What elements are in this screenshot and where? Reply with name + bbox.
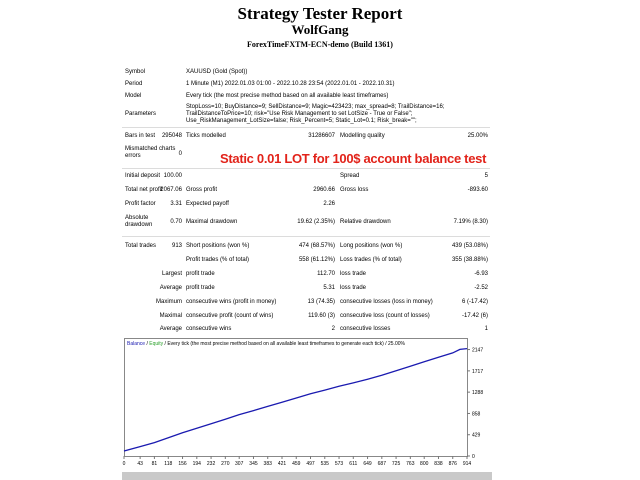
ticks-label: Ticks modelled [186,133,226,139]
balance-chart [124,338,492,470]
x-tick-label: 763 [406,461,415,467]
symbol-label: Symbol [125,69,146,75]
x-tick-label: 914 [462,461,472,467]
max-consecutive-wins-value: 13 (74.35) [307,299,335,305]
relative-drawdown-value: 7.19% (8.30) [453,219,488,225]
expected-payoff-label: Expected payoff [186,201,229,207]
loss-trades-label: Loss trades (% of total) [340,257,402,263]
x-axis-ticks [123,456,472,467]
long-positions-label: Long positions (won %) [340,243,403,249]
largest-label: Largest [161,271,182,277]
max-consecutive-losses-label: consecutive losses (loss in money) [340,299,433,305]
symbol-value: XAUUSD (Gold (Spot)) [186,69,248,75]
short-positions-value: 474 (68.57%) [298,243,335,249]
gross-profit-label: Gross profit [186,187,218,193]
max-consecutive-wins-label: consecutive wins (profit in money) [186,299,277,305]
test-note-annotation: Static 0.01 LOT for 100$ account balance test [220,151,487,166]
x-tick-label: 0 [122,461,126,467]
maximal-consecutive-loss-label: consecutive loss (count of losses) [340,313,430,319]
y-tick-label: 1717 [472,368,484,375]
x-tick-label: 81 [151,461,158,467]
parameters-label: Parameters [125,111,157,117]
largest-profit-value: 112.70 [317,271,335,277]
maximal-drawdown-value: 19.62 (2.35%) [297,219,335,225]
x-tick-label: 459 [292,461,301,467]
x-tick-label: 497 [306,461,315,467]
x-tick-label: 118 [164,461,173,467]
parameters-value: StopLoss=10; BuyDistance=9; SellDistance=9; Magic=423423; max_spread=8; TrailDistance=16; TrailDistanceToPrice=10; risk="Use Risk Management to set LotSize - True or False"; Use_RiskManagement_LotSize=false; Risk_Percent=5; Static_Lot=0.1; Risk_break=""; [186,104,445,124]
model-label: Model [125,93,142,99]
x-tick-label: 43 [137,461,143,467]
mismatch-label: Mismatched charts errors [125,146,176,159]
average-profit-value: 5.31 [323,285,335,291]
net-profit-value: 2067.06 [160,187,182,193]
largest-loss-value: -6.93 [474,271,488,277]
table-header-strip [122,472,492,480]
absolute-drawdown-label: Absolute drawdown [125,215,153,228]
spread-label: Spread [340,173,360,179]
y-tick-label: 0 [472,454,475,460]
average-consecutive-wins-label: consecutive wins [186,326,232,332]
server-build: ForexTimeFXTM-ECN-demo (Build 1361) [247,40,393,49]
x-tick-label: 535 [320,461,329,467]
profit-factor-value: 3.31 [170,201,182,207]
legend-model: Every tick (the most precise method based on all available least timeframes to generate each tick) [167,341,384,347]
gross-profit-value: 2960.66 [313,187,335,193]
gross-loss-value: -893.60 [467,187,488,193]
max-consecutive-losses-value: 6 (-17.42) [461,299,488,305]
mismatch-value: 0 [178,151,182,157]
expected-payoff-value: 2.26 [323,201,335,207]
x-tick-label: 687 [377,461,386,467]
short-positions-label: Short positions (won %) [186,243,250,249]
expert-name: WolfGang [291,22,349,37]
bars-value: 295048 [161,133,182,139]
period-label: Period [125,81,143,87]
chart-legend: Balance / Equity / Every tick (the most precise method based on all available least timeframes to generate each tick) / 25.00% [127,341,405,347]
x-tick-label: 421 [277,461,287,467]
loss-trades-value: 355 (38.88%) [451,257,488,263]
model-value: Every tick (the most precise method based on all available least timeframes) [186,93,389,99]
maximal-consecutive-loss-value: -17.42 (6) [461,313,488,319]
x-tick-label: 649 [363,461,372,467]
maximal-consecutive-profit-value: 119.60 (3) [308,313,335,319]
total-trades-label: Total trades [125,243,157,249]
x-tick-label: 725 [391,461,401,467]
average-consecutive-label: Average [159,326,182,332]
average-consecutive-losses-value: 1 [484,326,488,332]
x-tick-label: 307 [235,461,244,467]
y-tick-label: 2147 [472,347,484,354]
average-consecutive-losses-label: consecutive losses [340,326,391,332]
average-label: Average [159,285,182,291]
y-tick-label: 429 [472,432,481,439]
total-trades-value: 913 [171,243,182,249]
x-tick-label: 876 [448,461,457,467]
profit-factor-label: Profit factor [125,201,156,207]
legend-balance: Balance [127,341,146,347]
maximal-consecutive-profit-label: consecutive profit (count of wins) [186,313,274,319]
x-tick-label: 156 [178,461,187,467]
maximum-label: Maximum [155,299,182,305]
average-loss-value: -2.52 [474,285,488,291]
average-loss-label: loss trade [340,285,367,291]
quality-value: 25.00% [467,133,488,139]
ticks-value: 31286607 [308,133,335,139]
x-tick-label: 838 [434,461,443,467]
x-tick-label: 270 [221,461,230,467]
initial-deposit-value: 100.00 [163,173,182,179]
average-profit-label: profit trade [186,285,215,291]
y-tick-label: 1288 [472,390,484,397]
x-tick-label: 345 [249,461,258,467]
profit-trades-value: 558 (61.12%) [298,257,335,263]
average-consecutive-wins-value: 2 [331,326,335,332]
report-title: Strategy Tester Report [237,4,403,23]
x-tick-label: 573 [334,461,344,467]
profit-trades-label: Profit trades (% of total) [186,257,250,263]
absolute-drawdown-value: 0.70 [170,219,182,225]
x-tick-label: 611 [349,461,358,467]
largest-loss-label: loss trade [340,271,367,277]
spread-value: 5 [484,173,488,179]
y-tick-label: 858 [472,411,481,418]
legend-quality: 25.00% [388,341,405,347]
x-tick-label: 800 [420,461,429,467]
net-profit-label: Total net profit [125,187,163,193]
largest-profit-label: profit trade [186,271,215,277]
x-tick-label: 383 [263,461,272,467]
x-tick-label: 232 [206,461,216,467]
y-axis-ticks [467,348,483,460]
initial-deposit-label: Initial deposit [125,173,161,179]
gross-loss-label: Gross loss [340,187,369,193]
divider [122,236,490,237]
long-positions-value: 439 (53.08%) [451,243,488,249]
relative-drawdown-label: Relative drawdown [340,219,391,225]
maximal-drawdown-label: Maximal drawdown [186,219,238,225]
legend-equity: Equity [149,341,164,347]
maximal-label: Maximal [159,313,182,319]
x-tick-label: 194 [192,461,201,467]
quality-label: Modelling quality [340,133,385,139]
bars-label: Bars in test [125,133,156,139]
divider [122,168,490,169]
period-value: 1 Minute (M1) 2022.01.03 01:00 - 2022.10.28 23:54 (2022.01.01 - 2022.10.31) [186,81,395,87]
divider [122,127,490,128]
